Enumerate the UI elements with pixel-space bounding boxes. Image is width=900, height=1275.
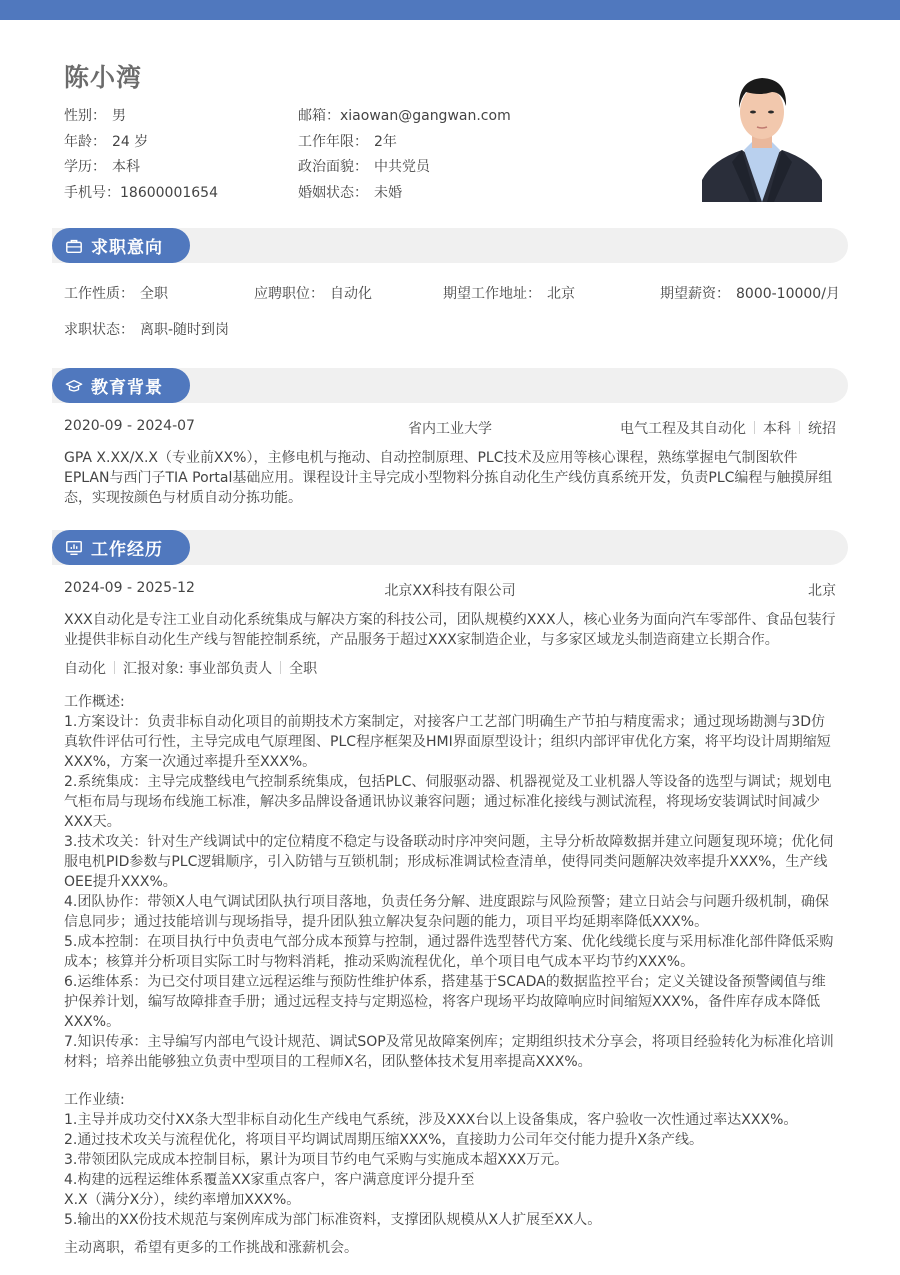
top-accent-bar bbox=[0, 0, 900, 20]
overview-item: 6.运维体系：为已交付项目建立远程运维与预防性维护体系，搭建基于SCADA的数据监控平台；定义关键设备预警阈值与维护保养计划，编写故障排查手册；通过远程支持与定期巡检，将客户现场平均故障响应时间缩短XXX%，备件库存成本降低XXX%。 bbox=[64, 974, 826, 1030]
overview-item: 5.成本控制：在项目执行中负责电气部分成本预算与控制，通过器件选型替代方案、优化线缆长度与采用标准化部件降低采购成本；核算并分析项目实际工时与物料消耗，推动采购流程优化，单个项目电气成本平均节约XXX%。 bbox=[64, 934, 834, 970]
portrait-illustration bbox=[702, 70, 822, 202]
work-overview bbox=[64, 692, 836, 1072]
section-header-education bbox=[52, 368, 848, 403]
overview-item: 7.知识传承：主导编写内部电气设计规范、调试SOP及常见故障案例库；定期组织技术分享会，将项目经验转化为标准化培训材料；培养出能够独立负责中型项目的工程师X名，团队整体技术复用率提高XXX%。 bbox=[64, 1034, 834, 1070]
info-age: 年龄： 24 岁 bbox=[64, 133, 149, 150]
leave-reason: 主动离职，希望有更多的工作挑战和涨薪机会。 bbox=[64, 1240, 358, 1256]
company-intro: XXX自动化是专注工业自动化系统集成与解决方案的科技公司，团队规模约XXX人，核心业务为面向汽车零部件、食品包装行业提供非标自动化生产线与智能控制系统，产品服务于超过XXX家制造企业，与多家区域龙头制造商建立长期合作。 bbox=[64, 612, 836, 648]
divider bbox=[754, 421, 755, 434]
info-gender: 性别： 男 bbox=[64, 108, 126, 124]
info-marital-status: 婚姻状态： 未婚 bbox=[298, 184, 402, 201]
education-meta: 电气工程及其自动化 本科 统招 bbox=[620, 421, 836, 437]
section-header-work bbox=[52, 530, 848, 565]
info-phone: 手机号：18600001654 bbox=[64, 184, 218, 201]
work-period: 2024-09 - 2025-12 bbox=[64, 580, 195, 596]
achievement-item: 1.主导并成功交付XX条大型非标自动化生产线电气系统，涉及XXX台以上设备集成，客户验收一次性通过率达XXX%。 bbox=[64, 1112, 798, 1128]
work-company: 北京XX科技有限公司 bbox=[384, 583, 516, 599]
intent-job-type: 工作性质： 全职 bbox=[64, 286, 168, 302]
avatar-photo bbox=[702, 70, 822, 202]
personal-info-left bbox=[64, 104, 218, 206]
intent-status: 求职状态： 离职-随时到岗 bbox=[64, 322, 230, 338]
personal-info-right bbox=[298, 104, 511, 206]
divider bbox=[280, 661, 281, 674]
overview-item: 4.团队协作：带领X人电气调试团队执行项目落地，负责任务分解、进度跟踪与风险预警；建立日站会与问题升级机制，确保信息同步；通过技能培训与现场指导，提升团队独立解决复杂问题的能力，项目平均延期率降低XXX%。 bbox=[64, 894, 829, 930]
achievement-item: 2.通过技术攻关与流程优化，将项目平均调试周期压缩XXX%，直接助力公司年交付能力提升X条产线。 bbox=[64, 1132, 704, 1148]
intent-location: 期望工作地址： 北京 bbox=[443, 286, 575, 302]
intent-salary: 期望薪资： 8000-10000/月 bbox=[660, 286, 840, 302]
work-tag: 自动化 bbox=[64, 661, 106, 677]
divider bbox=[799, 421, 800, 434]
info-email: 邮箱：xiaowan@gangwan.com bbox=[298, 108, 511, 124]
intent-position: 应聘职位： 自动化 bbox=[254, 286, 372, 302]
work-achievements bbox=[64, 1090, 836, 1230]
section-pill-intent: 求职意向 bbox=[52, 228, 190, 263]
overview-title: 工作概述: bbox=[64, 694, 125, 710]
briefcase-icon bbox=[65, 237, 83, 255]
work-entry-header bbox=[64, 580, 836, 600]
work-tag: 汇报对象: 事业部负责人 bbox=[123, 661, 273, 677]
work-tags bbox=[64, 658, 317, 678]
achievements-title: 工作业绩: bbox=[64, 1092, 125, 1108]
divider bbox=[114, 661, 115, 674]
work-tag: 全职 bbox=[289, 661, 318, 677]
work-city: 北京 bbox=[808, 583, 836, 599]
info-political-status: 政治面貌： 中共党员 bbox=[298, 159, 430, 175]
section-header-intent bbox=[52, 228, 848, 263]
achievement-item: 5.输出的XX份技术规范与案例库成为部门标准资料，支撑团队规模从X人扩展至XX人。 bbox=[64, 1212, 602, 1228]
section-pill-work: 工作经历 bbox=[52, 530, 190, 565]
monitor-chart-icon bbox=[65, 539, 83, 557]
education-period: 2020-09 - 2024-07 bbox=[64, 418, 195, 434]
achievement-item: X.X（满分X分），续约率增加XXX%。 bbox=[64, 1192, 301, 1208]
education-entry-header bbox=[64, 418, 836, 438]
education-school: 省内工业大学 bbox=[408, 421, 492, 437]
education-description: GPA X.XX/X.X（专业前XX%），主修电机与拖动、自动控制原理、PLC技术及应用等核心课程，熟练掌握电气制图软件EPLAN与西门子TIA Portal基础应用。课程设计主导完成小型物料分拣自动化生产线仿真系统开发，负责PLC编程与触摸屏组态，实现按颜色与材质自动分拣功能。 bbox=[64, 450, 833, 506]
info-work-years: 工作年限： 2年 bbox=[298, 133, 397, 150]
info-education: 学历： 本科 bbox=[64, 159, 140, 175]
achievement-item: 4.构建的远程运维体系覆盖XX家重点客户，客户满意度评分提升至 bbox=[64, 1172, 475, 1188]
overview-item: 2.系统集成：主导完成整线电气控制系统集成，包括PLC、伺服驱动器、机器视觉及工业机器人等设备的选型与调试；规划电气柜布局与现场布线施工标准，解决多品牌设备通讯协议兼容问题；通过标准化接线与测试流程，将现场安装调试时间减少XXX天。 bbox=[64, 774, 832, 830]
overview-item: 1.方案设计：负责非标自动化项目的前期技术方案制定，对接客户工艺部门明确生产节拍与精度需求；通过现场勘测与3D仿真软件评估可行性，主导完成电气原理图、PLC程序框架及HMI界面原型设计；组织内部评审优化方案，将平均设计周期缩短XXX%，方案一次通过率提升至XXX%。 bbox=[64, 714, 831, 770]
candidate-name: 陈小湾 bbox=[64, 63, 143, 92]
achievement-item: 3.带领团队完成成本控制目标，累计为项目节约电气采购与实施成本超XXX万元。 bbox=[64, 1152, 569, 1168]
graduation-cap-icon bbox=[65, 377, 83, 395]
overview-item: 3.技术攻关：针对生产线调试中的定位精度不稳定与设备联动时序冲突问题，主导分析故障数据并建立问题复现环境；优化伺服电机PID参数与PLC逻辑顺序，引入防错与互锁机制；形成标准调试检查清单，使得同类问题解决效率提升XXX%，生产线OEE提升XXX%。 bbox=[64, 834, 834, 890]
section-pill-education: 教育背景 bbox=[52, 368, 190, 403]
